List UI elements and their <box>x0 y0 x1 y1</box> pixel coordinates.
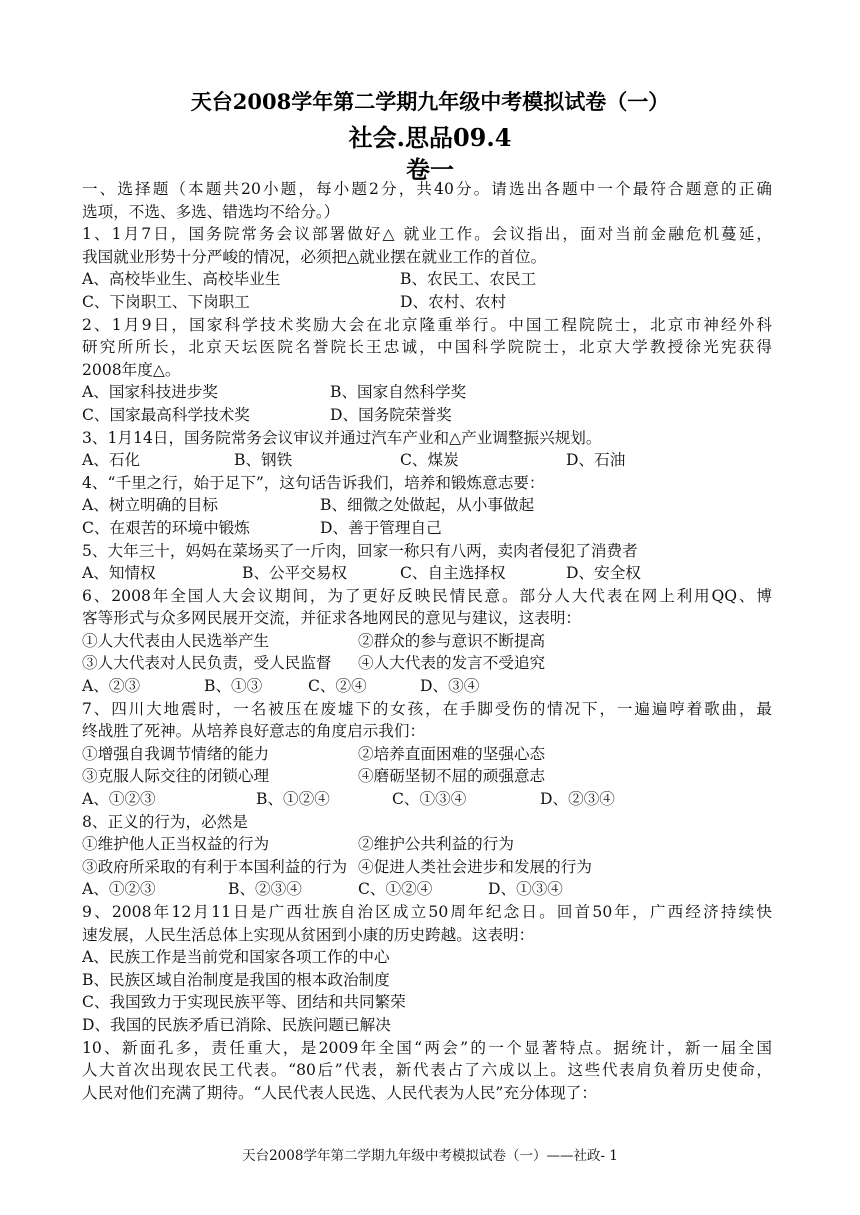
answer-option: A、民族工作是当前党和国家各项工作的中心 <box>82 948 390 967</box>
answer-option: C、①②④ <box>358 880 433 899</box>
answer-option: C、国家最高科学技术奖 <box>82 405 250 424</box>
section-instructions <box>82 178 772 223</box>
section-line: 一、选择题（本题共20小题，每小题2分，共40分。请选出各题中一个最符合题意的正确 <box>82 180 772 198</box>
answer-option: A、知情权 <box>82 564 156 583</box>
option-row <box>82 449 772 472</box>
question <box>82 811 772 901</box>
option-row <box>82 969 772 992</box>
answer-option: A、树立明确的目标 <box>82 496 219 515</box>
exam-volume: 卷一 <box>406 155 454 184</box>
question-stem-line: 9、2008年12月11日是广西壮族自治区成立50周年纪念日。回首50年，广西经济持续快 <box>82 903 772 921</box>
answer-option: C、我国致力于实现民族平等、团结和共同繁荣 <box>82 993 406 1012</box>
answer-option: B、民族区域自治制度是我国的根本政治制度 <box>82 970 390 989</box>
answer-option: A、①②③ <box>82 880 156 899</box>
statement-item: ③人大代表对人民负责，受人民监督 <box>82 654 332 673</box>
answer-option: A、①②③ <box>82 790 156 809</box>
statement-row <box>82 856 772 879</box>
statement-item: ④磨砺坚韧不屈的顽强意志 <box>358 767 546 786</box>
page-footer: 天台2008学年第二学期九年级中考模拟试卷（一）——社政- 1 <box>242 1148 618 1164</box>
option-row <box>82 1014 772 1037</box>
exam-title: 天台2008学年第二学期九年级中考模拟试卷（一） <box>190 89 670 114</box>
option-row <box>82 381 772 404</box>
question-stem-line: 人大首次出现农民工代表。“80后”代表，新代表占了六成以上。这些代表肩负着历史使命， <box>82 1061 772 1080</box>
answer-option: D、农村、农村 <box>400 292 507 311</box>
question <box>82 901 772 1037</box>
option-row <box>82 494 772 517</box>
statement-item: ①人大代表由人民选举产生 <box>82 631 270 650</box>
question <box>82 427 772 472</box>
answer-option: C、②④ <box>308 677 367 696</box>
question <box>82 314 772 427</box>
question-stem-line: 速发展，人民生活总体上实现从贫困到小康的历史跨越。这表明： <box>82 925 535 944</box>
statement-item: ②群众的参与意识不断提高 <box>358 631 546 650</box>
statement-row <box>82 765 772 788</box>
statement-item: ①增强自我调节情绪的能力 <box>82 744 270 763</box>
option-row <box>82 404 772 427</box>
option-row <box>82 675 772 698</box>
statement-row <box>82 833 772 856</box>
answer-option: B、细微之处做起，从小事做起 <box>320 496 535 515</box>
question-stem-line: 6、2008年全国人大会议期间，为了更好反映民情民意。部分人大代表在网上利用QQ、博 <box>82 586 772 605</box>
question-stem-line: 客等形式与众多网民展开交流，并征求各地网民的意见与建议，这表明： <box>82 609 582 628</box>
question-stem-line: 终战胜了死神。从培养良好意志的角度启示我们： <box>82 722 426 741</box>
answer-option: B、①②④ <box>256 790 330 809</box>
statement-item: ①维护他人正当权益的行为 <box>82 835 270 854</box>
answer-option: D、②③④ <box>540 790 615 809</box>
answer-option: B、国家自然科学奖 <box>330 383 467 402</box>
answer-option: B、公平交易权 <box>242 564 348 583</box>
statement-item: ②维护公共利益的行为 <box>358 835 514 854</box>
question <box>82 1037 772 1105</box>
question-stem-line: 5、大年三十，妈妈在菜场买了一斤肉，回家一称只有八两，卖肉者侵犯了消费者 <box>82 541 638 560</box>
statement-item: ④人大代表的发言不受追究 <box>358 654 546 673</box>
answer-option: D、安全权 <box>566 564 641 583</box>
answer-option: C、自主选择权 <box>400 564 506 583</box>
statement-item: ④促进人类社会进步和发展的行为 <box>358 857 592 876</box>
option-row <box>82 946 772 969</box>
answer-option: B、①③ <box>204 677 263 696</box>
answer-option: B、农民工、农民工 <box>400 270 537 289</box>
statement-row <box>82 652 772 675</box>
option-row <box>82 991 772 1014</box>
question <box>82 585 772 698</box>
answer-option: C、在艰苦的环境中锻炼 <box>82 518 250 537</box>
statement-row <box>82 630 772 653</box>
question-stem-line: 2008年度△。 <box>82 360 181 379</box>
answer-option: A、国家科技进步奖 <box>82 383 219 402</box>
answer-option: A、②③ <box>82 677 141 696</box>
question-stem-line: 我国就业形势十分严峻的情况，必须把△就业摆在就业工作的首位。 <box>82 247 547 266</box>
answer-option: D、③④ <box>420 677 480 696</box>
exam-body <box>82 178 772 1104</box>
answer-option: D、石油 <box>566 451 626 470</box>
statement-item: ③克服人际交往的闭锁心理 <box>82 767 270 786</box>
answer-option: D、国务院荣誉奖 <box>330 405 452 424</box>
option-row <box>82 517 772 540</box>
answer-option: D、①③④ <box>488 880 563 899</box>
answer-option: A、石化 <box>82 451 141 470</box>
question-stem-line: 3、1月14日，国务院常务会议审议并通过汽车产业和△产业调整振兴规划。 <box>82 428 602 447</box>
question-stem-line: 8、正义的行为，必然是 <box>82 812 248 831</box>
question-stem-line: 4、“千里之行，始于足下”，这句话告诉我们，培养和锻炼意志要： <box>82 473 545 492</box>
answer-option: A、高校毕业生、高校毕业生 <box>82 270 281 289</box>
answer-option: B、钢铁 <box>234 451 293 470</box>
answer-option: D、我国的民族矛盾已消除、民族问题已解决 <box>82 1015 391 1034</box>
question-list <box>82 223 772 1104</box>
option-row <box>82 291 772 314</box>
question-stem-line: 2、1月9日，国家科学技术奖励大会在北京隆重举行。中国工程院院士，北京市神经外科 <box>82 315 772 334</box>
question-stem-line: 1、1月7日，国务院常务会议部署做好△ 就业工作。会议指出，面对当前金融危机蔓延， <box>82 225 772 244</box>
answer-option: B、②③④ <box>228 880 302 899</box>
exam-subject: 社会.思品09.4 <box>348 123 512 152</box>
answer-option: C、下岗职工、下岗职工 <box>82 292 250 311</box>
answer-option: C、煤炭 <box>400 451 459 470</box>
option-row <box>82 562 772 585</box>
question-stem-line: 研究所所长，北京天坛医院名誉院长王忠诚，中国科学院院士，北京大学教授徐光宪获得 <box>82 338 772 357</box>
option-row <box>82 268 772 291</box>
option-row <box>82 788 772 811</box>
statement-item: ③政府所采取的有利于本国利益的行为 <box>82 857 348 876</box>
section-line: 选项，不选、多选、错选均不给分。） <box>82 202 340 221</box>
answer-option: D、善于管理自己 <box>320 518 442 537</box>
statement-item: ②培养直面困难的坚强心态 <box>358 744 546 763</box>
question-stem-line: 10、新面孔多，责任重大，是2009年全国“两会”的一个显著特点。据统计，新一届全国 <box>82 1038 772 1057</box>
answer-option: C、①③④ <box>392 790 467 809</box>
option-row <box>82 878 772 901</box>
question <box>82 472 772 540</box>
question <box>82 223 772 313</box>
question-stem-line: 7、四川大地震时，一名被压在废墟下的女孩，在手脚受伤的情况下，一遍遍哼着歌曲，最 <box>82 699 772 718</box>
question-stem-line: 人民对他们充满了期待。“人民代表人民选、人民代表为人民”充分体现了： <box>82 1083 597 1102</box>
question <box>82 698 772 811</box>
question <box>82 540 772 585</box>
statement-row <box>82 743 772 766</box>
